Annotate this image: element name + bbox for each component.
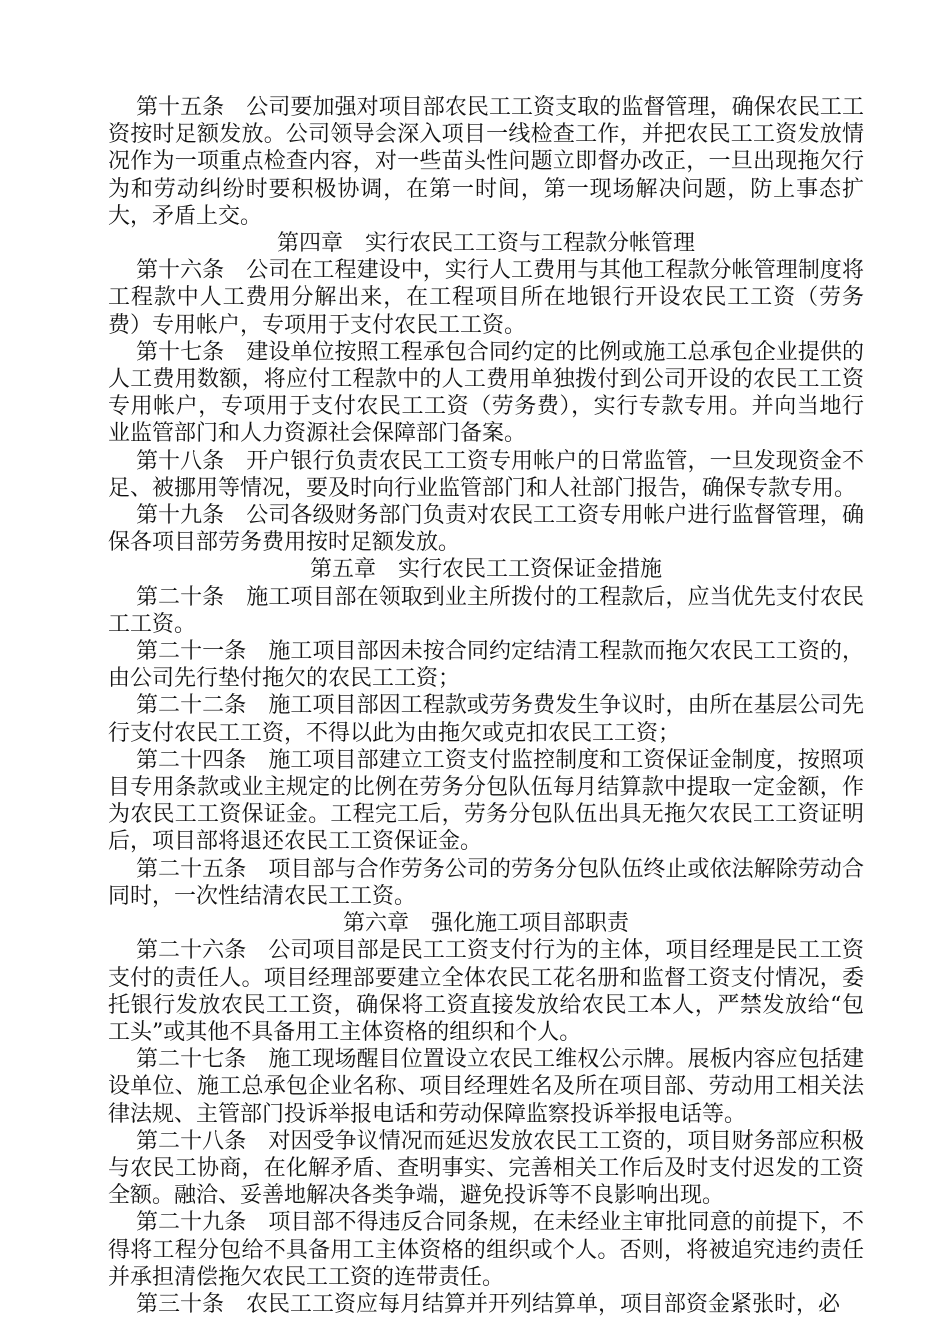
article-16: 第十六条 公司在工程建设中，实行人工费用与其他工程款分帐管理制度将工程款中人工费用分解出来，在工程项目所在地银行开设农民工工资（劳务费）专用帐户，专项用于支付农民工工资。 bbox=[108, 258, 864, 338]
chapter-4-heading: 第四章 实行农民工工资与工程款分帐管理 bbox=[276, 231, 695, 257]
article-19: 第十九条 公司各级财务部门负责对农民工工资专用帐户进行监督管理，确保各项目部劳务费用按时足额发放。 bbox=[108, 503, 864, 556]
article-15: 第十五条 公司要加强对项目部农民工工资支取的监督管理，确保农民工工资按时足额发放。公司领导会深入项目一线检查工作，并把农民工工资发放情况作为一项重点检查内容，对一些苗头性问题立即督办改正，一旦出现拖欠行为和劳动纠纷时要积极协调，在第一时间，第一现场解决问题，防上事态扩大，矛盾上交。 bbox=[108, 95, 864, 229]
document-page bbox=[108, 94, 864, 1318]
article-25: 第二十五条 项目部与合作劳务公司的劳务分包队伍终止或依法解除劳动合同时，一次性结清农民工工资。 bbox=[108, 856, 864, 909]
article-27: 第二十七条 施工现场醒目位置设立农民工维权公示牌。展板内容应包括建设单位、施工总承包企业名称、项目经理姓名及所在项目部、劳动用工相关法律法规、主管部门投诉举报电话和劳动保障监察投诉举报电话等。 bbox=[108, 1047, 864, 1127]
chapter-5-heading: 第五章 实行农民工工资保证金措施 bbox=[309, 557, 662, 583]
article-26: 第二十六条 公司项目部是民工工资支付行为的主体，项目经理是民工工资支付的责任人。项目经理部要建立全体农民工花名册和监督工资支付情况，委托银行发放农民工工资，确保将工资直接发放给农民工本人，严禁发放给“包工头”或其他不具备用工主体资格的组织和个人。 bbox=[108, 938, 864, 1045]
article-17: 第十七条 建设单位按照工程承包合同约定的比例或施工总承包企业提供的人工费用数额，将应付工程款中的人工费用单独拨付到公司开设的农民工工资专用帐户，专项用于支付农民工工资（劳务费），实行专款专用。并向当地行业监管部门和人力资源社会保障部门备案。 bbox=[108, 339, 864, 447]
chapter-6-heading: 第六章 强化施工项目部职责 bbox=[342, 911, 629, 937]
article-20: 第二十条 施工项目部在领取到业主所拨付的工程款后，应当优先支付农民工工资。 bbox=[108, 584, 864, 637]
article-29: 第二十九条 项目部不得违反合同条规，在未经业主审批同意的前提下，不得将工程分包给不具备用工主体资格的组织或个人。否则，将被追究违约责任并承担清偿拖欠农民工工资的连带责任。 bbox=[108, 1210, 864, 1290]
article-22: 第二十二条 施工项目部因工程款或劳务费发生争议时，由所在基层公司先行支付农民工工资，不得以此为由拖欠或克扣农民工工资； bbox=[108, 693, 864, 746]
article-24: 第二十四条 施工项目部建立工资支付监控制度和工资保证金制度，按照项目专用条款或业主规定的比例在劳务分包队伍每月结算款中提取一定金额，作为农民工工资保证金。工程完工后，劳务分包队伍出具无拖欠农民工工资证明后，项目部将退还农民工工资保证金。 bbox=[108, 747, 864, 855]
article-21: 第二十一条 施工项目部因未按合同约定结清工程款而拖欠农民工工资的，由公司先行垫付拖欠的农民工工资； bbox=[108, 639, 864, 692]
article-30: 第三十条 农民工工资应每月结算并开列结算单，项目部资金紧张时，必 bbox=[136, 1291, 841, 1317]
article-18: 第十八条 开户银行负责农民工工资专用帐户的日常监管，一旦发现资金不足、被挪用等情况，要及时向行业监管部门和人社部门报告，确保专款专用。 bbox=[108, 448, 864, 501]
article-28: 第二十八条 对因受争议情况而延迟发放农民工工资的，项目财务部应积极与农民工协商，在化解矛盾、查明事实、完善相关工作后及时支付迟发的工资全额。融洽、妥善地解决各类争端，避免投诉等不良影响出现。 bbox=[108, 1128, 864, 1209]
